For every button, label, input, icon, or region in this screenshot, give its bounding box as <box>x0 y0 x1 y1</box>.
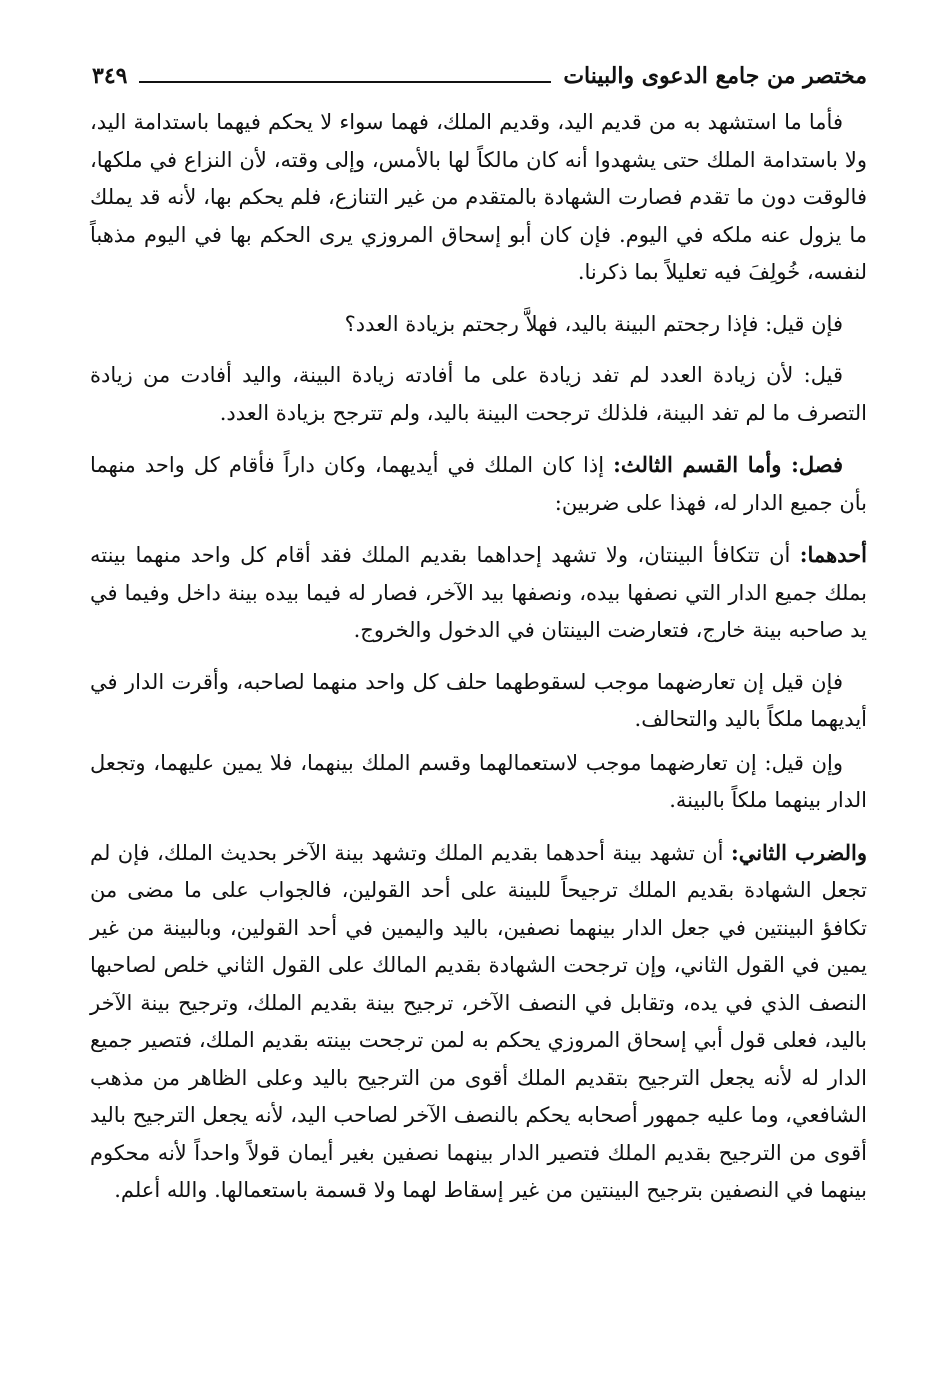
paragraph-text: وإن قيل: إن تعارضهما موجب لاستعمالهما وقسم الملك بينهما، فلا يمين عليهما، وتجعل الدار بينهما ملكاً بالبينة. <box>90 750 867 812</box>
paragraph <box>90 745 867 820</box>
section-heading: فصل: وأما القسم الثالث: <box>613 452 843 477</box>
paragraph <box>90 357 867 432</box>
paragraph <box>90 664 867 739</box>
paragraph <box>90 536 867 650</box>
paragraph <box>90 306 867 344</box>
header-rule <box>139 81 551 83</box>
running-title: مختصر من جامع الدعوى والبينات <box>563 63 867 89</box>
paragraph-text: فإن قيل: فإذا رجحتم البينة باليد، فهلاَّ رجحتم بزيادة العدد؟ <box>344 311 843 336</box>
paragraph-text: قيل: لأن زيادة العدد لم تفد زيادة على ما أفادته زيادة البينة، واليد أفادت من زيادة التصرف ما لم تفد البينة، فلذلك ترجحت البينة باليد، ولم تترجح بزيادة العدد. <box>90 363 867 425</box>
paragraph-text: فأما ما استشهد به من قديم اليد، وقديم الملك، فهما سواء لا يحكم فيهما باستدامة اليد، ولا باستدامة الملك حتى يشهدوا أنه كان مالكاً لها بالأمس، وإلى وقته، لأن النزاع في ملكها، فالوقت دون ما تقدم فصارت الشهادة بالمتقدم من غير التنازع، فلم يحكم بها، لأنه قد يملك ما يزول عنه ملكه في اليوم. فإن كان أبو إسحاق المروزي يرى الحكم بها في اليوم مذهباً لنفسه، خُولِفَ فيه تعليلاً بما ذكرنا. <box>90 110 867 284</box>
paragraph-text: أن تتكافأ البينتان، ولا تشهد إحداهما بقديم الملك فقد أقام كل واحد منهما بينته بملك جميع الدار التي نصفها بيده، ونصفها بيد الآخر، فصار له فيما بيده بينة داخل وفيما في يد صاحبه بينة خارج، فتعارضت البينتان في الدخول والخروج. <box>90 543 867 642</box>
page-number: ٣٤٩ <box>92 63 128 89</box>
running-header <box>92 56 867 90</box>
paragraph-text: فإن قيل إن تعارضهما موجب لسقوطهما حلف كل واحد منهما لصاحبه، وأقرت الدار في أيديهما ملكاً باليد والتحالف. <box>90 669 867 731</box>
body-text <box>90 104 867 1210</box>
paragraph-text: إذا كان الملك في أيديهما، وكان داراً فأقام كل واحد منهما بأن جميع الدار له، فهذا على ضربين: <box>90 453 867 515</box>
paragraph <box>90 834 867 1210</box>
paragraph-lead: والضرب الثاني: <box>730 839 867 865</box>
paragraph-text: أن تشهد بينة أحدهما بقديم الملك وتشهد بينة الآخر بحديث الملك، فإن لم تجعل الشهادة بقديم الملك ترجيحاً للبينة على أحد القولين، فالجواب على ما مضى من تكافؤ البينتين في جعل الدار بينهما نصفين، باليد واليمين في أحد القولين، وبالبينة من غير يمين في القول الثاني، وإن ترجحت الشهادة بقديم المالك على القول الثاني خلص لصاحبها النصف الذي في يده، وتقابل في النصف الآخر، ترجيح بينة بقديم الملك، وترجيح بينة الآخر باليد، فعلى قول أبي إسحاق المروزي يحكم به لمن ترجحت بينته بقديم الملك، فتصير جميع الدار له لأنه يجعل الترجيح بتقديم الملك أقوى من الترجيح باليد وعلى الظاهر من مذهب الشافعي، وما عليه جمهور أصحابه يحكم بالنصف الآخر لصاحب اليد، لأنه يجعل الترجيح باليد أقوى من الترجيح بقديم الملك فتصير الدار بينهما نصفين بغير أيمان قولاً واحداً لأنه محكوم بينهما في النصفين بترجيح البينتين من غير إسقاط لهما ولا قسمة باستعمالها. والله أعلم. <box>90 840 867 1202</box>
paragraph <box>90 104 867 292</box>
paragraph-lead: أحدهما: <box>799 542 867 567</box>
section-paragraph <box>90 446 867 522</box>
